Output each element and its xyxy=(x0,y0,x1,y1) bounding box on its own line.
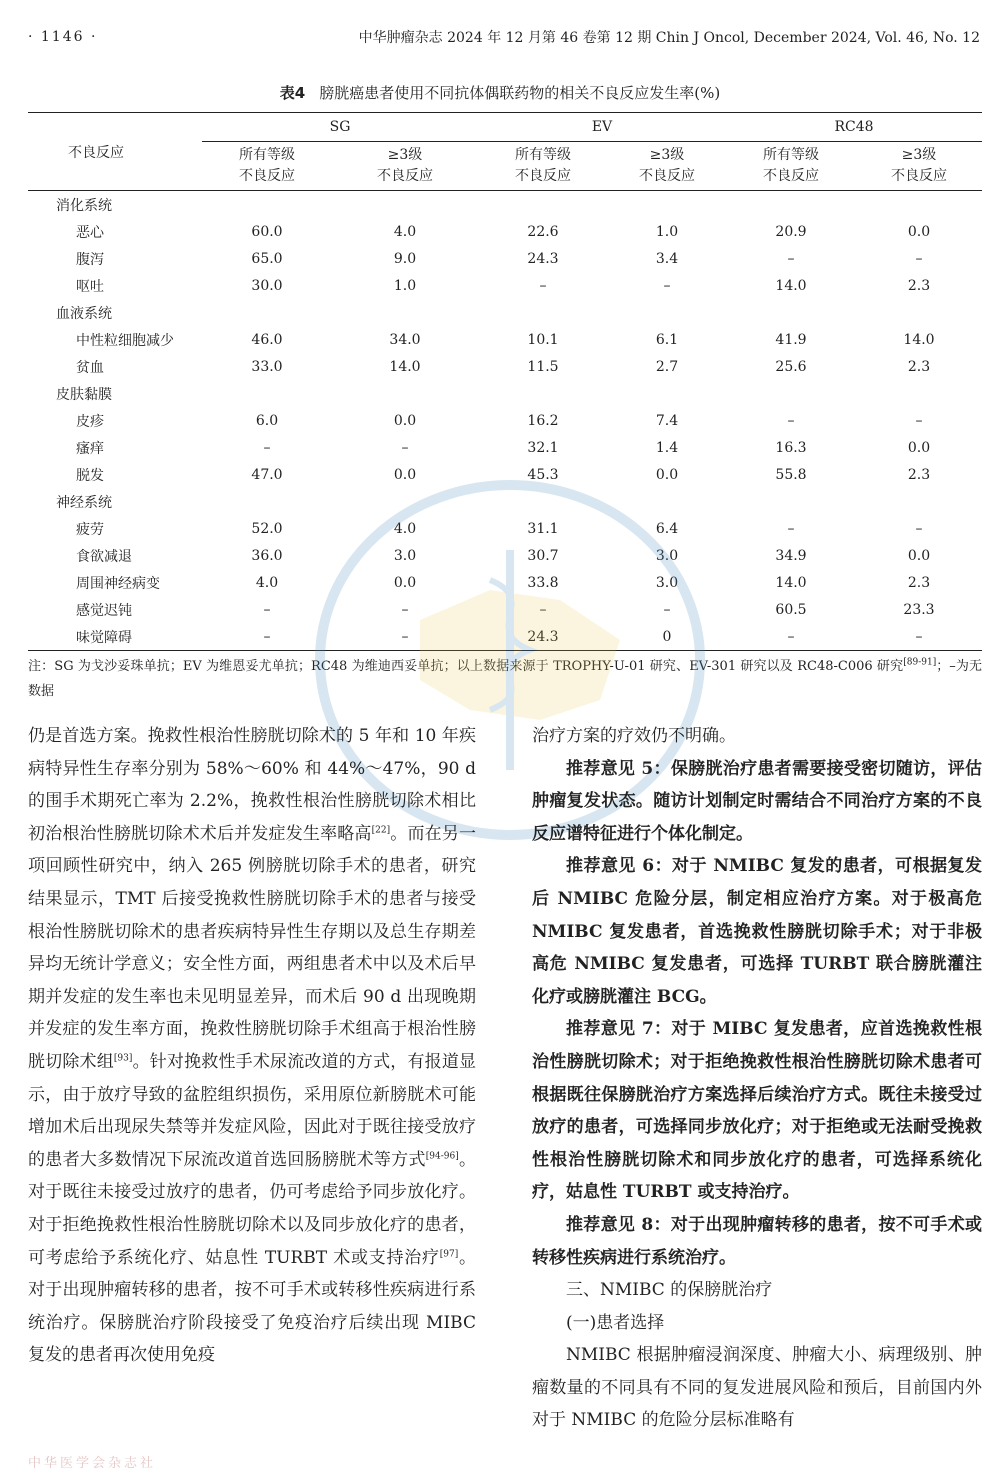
table-cell: 60.0 xyxy=(251,223,283,240)
table-cell: 0.0 xyxy=(655,466,679,483)
table-caption xyxy=(0,82,1000,103)
table-row xyxy=(28,623,982,651)
table-cell: 6.1 xyxy=(655,331,679,348)
table-cell: – xyxy=(856,623,982,651)
table-cell xyxy=(478,488,608,515)
paragraph-text: 三、NMIBC 的保膀胱治疗 xyxy=(566,1280,773,1301)
adverse-event-name: 呕吐 xyxy=(76,278,104,295)
adverse-event-name: 恶心 xyxy=(76,224,104,241)
table-title: 膀胱癌患者使用不同抗体偶联药物的相关不良反应发生率(%) xyxy=(319,84,721,102)
table-cell: 2.3 xyxy=(907,358,931,375)
table-cell: 10.1 xyxy=(527,331,559,348)
note-reference: [89-91] xyxy=(903,657,937,668)
adverse-event-name: 脱发 xyxy=(76,467,104,484)
table-cell xyxy=(726,299,856,326)
table-number: 表4 xyxy=(279,84,306,102)
table-cell xyxy=(726,380,856,407)
category-name: 皮肤黏膜 xyxy=(56,386,112,403)
paragraph-text: NMIBC 根据肿瘤浸润深度、肿瘤大小、病理级别、肿瘤数量的不同具有不同的复发进展风险和预后，目前国内外对于 NMIBC 的危险分层标准略有 xyxy=(532,1345,982,1431)
table-cell: – xyxy=(787,520,795,537)
note-text-tail: ；–为无数据 xyxy=(28,659,982,699)
table-cell: 60.5 xyxy=(775,601,807,618)
table-cell: 30.0 xyxy=(251,277,283,294)
table-cell: 3.0 xyxy=(655,574,679,591)
table-row xyxy=(28,245,982,272)
body-paragraph xyxy=(532,1307,982,1340)
adverse-event-name: 腹泻 xyxy=(76,251,104,268)
table-cell xyxy=(202,488,332,515)
table-cell: – xyxy=(915,520,923,537)
citation: [22] xyxy=(371,825,391,836)
table-row xyxy=(28,272,982,299)
table-cell: 22.6 xyxy=(527,223,559,240)
row-header: 不良反应 xyxy=(28,113,202,191)
table-cell: 0 xyxy=(608,623,726,651)
table-cell: 0.0 xyxy=(393,574,417,591)
table-cell: 9.0 xyxy=(393,250,417,267)
table-cell xyxy=(726,488,856,515)
recommendation-paragraph xyxy=(532,1209,982,1274)
table-cell: 16.3 xyxy=(775,439,807,456)
adverse-event-name: 食欲减退 xyxy=(76,548,132,565)
category-name: 血液系统 xyxy=(56,305,112,322)
adverse-event-name: 味觉障碍 xyxy=(28,623,202,651)
adverse-event-name: 皮疹 xyxy=(76,413,104,430)
table-cell xyxy=(608,380,726,407)
table-cell xyxy=(478,191,608,219)
adverse-event-name: 贫血 xyxy=(76,359,104,376)
paragraph-text: 治疗方案的疗效仍不明确。 xyxy=(532,726,736,746)
table-cell xyxy=(856,380,982,407)
adverse-events-table xyxy=(28,112,982,651)
table-cell: – xyxy=(202,623,332,651)
page-number: · 1146 · xyxy=(28,29,98,45)
table-cell: – xyxy=(539,277,547,294)
table-cell: 24.3 xyxy=(478,623,608,651)
table-row xyxy=(28,434,982,461)
adverse-event-name: 疲劳 xyxy=(76,521,104,538)
sub-header-grade3: ≥3级 不良反应 xyxy=(608,142,726,191)
page-header xyxy=(28,26,980,48)
table-row xyxy=(28,515,982,542)
table-cell: 14.0 xyxy=(389,358,421,375)
table-cell: 1.0 xyxy=(393,277,417,294)
table-cell: 4.0 xyxy=(255,574,279,591)
table-cell: 6.0 xyxy=(255,412,279,429)
table-row xyxy=(28,407,982,434)
paragraph-text: (一)患者选择 xyxy=(566,1312,665,1333)
table-cell: 3.4 xyxy=(655,250,679,267)
sub-header-all-grades: 所有等级 不良反应 xyxy=(478,142,608,191)
group-header-sg: SG xyxy=(202,113,478,142)
table-cell: – xyxy=(787,412,795,429)
table-body xyxy=(28,191,982,651)
left-text-column xyxy=(28,720,476,1372)
table-cell: 16.2 xyxy=(527,412,559,429)
journal-info: 中华肿瘤杂志 2024 年 12 月第 46 卷第 12 期 Chin J Oncol, December 2024, Vol. 46, No. 12 xyxy=(358,30,980,46)
table-cell xyxy=(332,299,478,326)
table-cell: – xyxy=(663,277,671,294)
table-cell xyxy=(202,299,332,326)
table-cell xyxy=(856,191,982,219)
note-text: 注：SG 为戈沙妥珠单抗；EV 为维恩妥尤单抗；RC48 为维迪西妥单抗；以上数据来源于 TROPHY-U-01 研究、EV-301 研究以及 RC48-C006 研究 xyxy=(28,659,904,674)
table-cell: 1.4 xyxy=(655,439,679,456)
table-cell xyxy=(608,191,726,219)
table-cell: 14.0 xyxy=(775,574,807,591)
footer-watermark-text: 中华医学会杂志社 xyxy=(28,1456,157,1471)
table-cell: – xyxy=(915,250,923,267)
table-cell: 33.0 xyxy=(251,358,283,375)
paragraph-text: 。而在另一项回顾性研究中，纳入 265 例膀胱切除手术的患者，研究结果显示，TMT 后接受挽救性膀胱切除手术的患者与接受根治性膀胱切除术的患者疾病特异性生存期以及总生存期差异均无统计学意义；安全性方面，两组患者术中以及术后早期并发症的发生率也未见明显差异，而术后 90 d 出现晚期并发症的发生率方面，挽救性膀胱切除手术组高于根治性膀胱切除术组 xyxy=(28,823,477,1072)
table-cell xyxy=(478,299,608,326)
body-paragraph xyxy=(532,1339,982,1437)
table-cell: 0.0 xyxy=(907,223,931,240)
table-cell: – xyxy=(726,623,856,651)
table-cell: 46.0 xyxy=(251,331,283,348)
table-cell: 65.0 xyxy=(251,250,283,267)
table-cell: 1.0 xyxy=(655,223,679,240)
category-row xyxy=(28,299,982,326)
table-cell: 2.3 xyxy=(907,277,931,294)
category-row xyxy=(28,191,982,219)
table-cell: 30.7 xyxy=(527,547,559,564)
body-paragraph xyxy=(532,720,982,753)
citation: [93] xyxy=(113,1053,133,1064)
recommendation-paragraph xyxy=(532,850,982,1013)
table-cell: 55.8 xyxy=(775,466,807,483)
table-cell: 14.0 xyxy=(775,277,807,294)
body-paragraph xyxy=(28,720,476,1372)
table-cell xyxy=(608,299,726,326)
table-cell: 25.6 xyxy=(775,358,807,375)
table-cell: 52.0 xyxy=(251,520,283,537)
table-cell: 2.3 xyxy=(907,574,931,591)
table-cell: 47.0 xyxy=(251,466,283,483)
table-cell xyxy=(202,380,332,407)
table-cell: 41.9 xyxy=(775,331,807,348)
adverse-event-name: 周围神经病变 xyxy=(76,575,160,592)
table-cell: 4.0 xyxy=(393,223,417,240)
table-row xyxy=(28,218,982,245)
table-cell: – xyxy=(787,250,795,267)
table-cell: – xyxy=(663,601,671,618)
category-row xyxy=(28,380,982,407)
table-row xyxy=(28,542,982,569)
table-cell: 36.0 xyxy=(251,547,283,564)
table-cell: 23.3 xyxy=(903,601,935,618)
table-cell: 14.0 xyxy=(903,331,935,348)
table-cell: 7.4 xyxy=(655,412,679,429)
table-row xyxy=(28,353,982,380)
table-cell: 24.3 xyxy=(527,250,559,267)
table-cell: 34.9 xyxy=(775,547,807,564)
table-row xyxy=(28,569,982,596)
table-cell: – xyxy=(915,412,923,429)
table-cell: 2.7 xyxy=(655,358,679,375)
table-cell: – xyxy=(539,601,547,618)
table-cell: 20.9 xyxy=(775,223,807,240)
paragraph-text: 。对于出现肿瘤转移的患者，按不可手术或转移性疾病进行系统治疗。保膀胱治疗阶段接受了免疫治疗后续出现 MIBC 复发的患者再次使用免疫 xyxy=(28,1247,476,1366)
paragraph-text: 。针对挽救性手术尿流改道的方式，有报道显示，由于放疗导致的盆腔组织损伤，采用原位新膀胱术可能增加术后出现尿失禁等并发症风险，因此对于既往接受放疗的患者大多数情况下尿流改道首选回肠膀胱术等方式 xyxy=(28,1051,477,1170)
paragraph-text: 推荐意见 7：对于 MIBC 复发患者，应首选挽救性根治性膀胱切除术；对于拒绝挽救性根治性膀胱切除术患者可根据既往保膀胱治疗方案选择后续治疗方式。既往未接受过放疗的患者，可选择同步放化疗；对于拒绝或无法耐受挽救性根治性膀胱切除术和同步放化疗的患者，可选择系统化疗，姑息性 TURBT 或支持治疗。 xyxy=(532,1019,982,1203)
table-cell xyxy=(332,380,478,407)
table-row xyxy=(28,326,982,353)
adverse-event-name: 瘙痒 xyxy=(76,440,104,457)
citation: [97] xyxy=(439,1248,459,1259)
category-name: 神经系统 xyxy=(56,494,112,511)
paragraph-text: 仍是首选方案。挽救性根治性膀胱切除术的 5 年和 10 年疾病特异性生存率分别为 58%～60% 和 44%～47%，90 d 的围手术期死亡率为 2.2%，挽救性根治性膀胱切除术相比初治根治性膀胱切除术术后并发症发生率略高 xyxy=(28,726,476,844)
table-cell: 2.3 xyxy=(907,466,931,483)
sub-header-grade3: ≥3级 不良反应 xyxy=(332,142,478,191)
table-cell: – xyxy=(263,439,271,456)
table-row xyxy=(28,596,982,623)
table-cell xyxy=(332,488,478,515)
table-cell: 32.1 xyxy=(527,439,559,456)
table-cell: 3.0 xyxy=(393,547,417,564)
adverse-event-name: 中性粒细胞减少 xyxy=(76,332,174,349)
sub-header-grade3: ≥3级 不良反应 xyxy=(856,142,982,191)
table-cell: 4.0 xyxy=(393,520,417,537)
category-row xyxy=(28,488,982,515)
sub-header-all-grades: 所有等级 不良反应 xyxy=(202,142,332,191)
table-cell: 33.8 xyxy=(527,574,559,591)
table-cell xyxy=(202,191,332,219)
table-cell: 31.1 xyxy=(527,520,559,537)
table-cell: – xyxy=(401,601,409,618)
table-cell xyxy=(332,191,478,219)
table-cell: – xyxy=(401,439,409,456)
table-cell xyxy=(726,191,856,219)
recommendation-paragraph xyxy=(532,1013,982,1209)
table-note xyxy=(28,654,982,704)
recommendation-paragraph xyxy=(532,753,982,851)
table-cell: 0.0 xyxy=(907,439,931,456)
paragraph-text: 。对于既往未接受过放疗的患者，仍可考虑给予同步放化疗。对于拒绝挽救性根治性膀胱切除术以及同步放化疗的患者，可考虑给予系统化疗、姑息性 TURBT 术或支持治疗 xyxy=(28,1149,477,1268)
adverse-event-name: 感觉迟钝 xyxy=(76,602,132,619)
category-name: 消化系统 xyxy=(56,197,112,214)
right-text-column xyxy=(532,720,982,1437)
table-cell: 0.0 xyxy=(907,547,931,564)
body-paragraph xyxy=(532,1274,982,1307)
paragraph-text: 推荐意见 8：对于出现肿瘤转移的患者，按不可手术或转移性疾病进行系统治疗。 xyxy=(532,1214,982,1268)
table-cell: 6.4 xyxy=(655,520,679,537)
table-row xyxy=(28,461,982,488)
table-cell: 45.3 xyxy=(527,466,559,483)
table-cell xyxy=(856,299,982,326)
table-cell: 3.0 xyxy=(655,547,679,564)
table-cell xyxy=(478,380,608,407)
table-cell xyxy=(856,488,982,515)
group-header-ev: EV xyxy=(478,113,726,142)
table-cell: 34.0 xyxy=(389,331,421,348)
table-cell: – xyxy=(263,601,271,618)
group-header-rc48: RC48 xyxy=(726,113,982,142)
sub-header-all-grades: 所有等级 不良反应 xyxy=(726,142,856,191)
paragraph-text: 推荐意见 6：对于 NMIBC 复发的患者，可根据复发后 NMIBC 危险分层，制定相应治疗方案。对于极高危 NMIBC 复发患者，首选挽救性膀胱切除手术；对于非极高危 NMIBC 复发患者，可选择 TURBT 联合膀胱灌注化疗或膀胱灌注 BCG。 xyxy=(532,856,982,1007)
table-cell xyxy=(608,488,726,515)
table-cell: 11.5 xyxy=(527,358,559,375)
paragraph-text: 推荐意见 5：保膀胱治疗患者需要接受密切随访，评估肿瘤复发状态。随访计划制定时需结合不同治疗方案的不良反应谱特征进行个体化制定。 xyxy=(532,758,982,844)
table-cell: 0.0 xyxy=(393,466,417,483)
table-cell: 0.0 xyxy=(393,412,417,429)
table-cell: – xyxy=(332,623,478,651)
citation: [94-96] xyxy=(425,1151,459,1162)
